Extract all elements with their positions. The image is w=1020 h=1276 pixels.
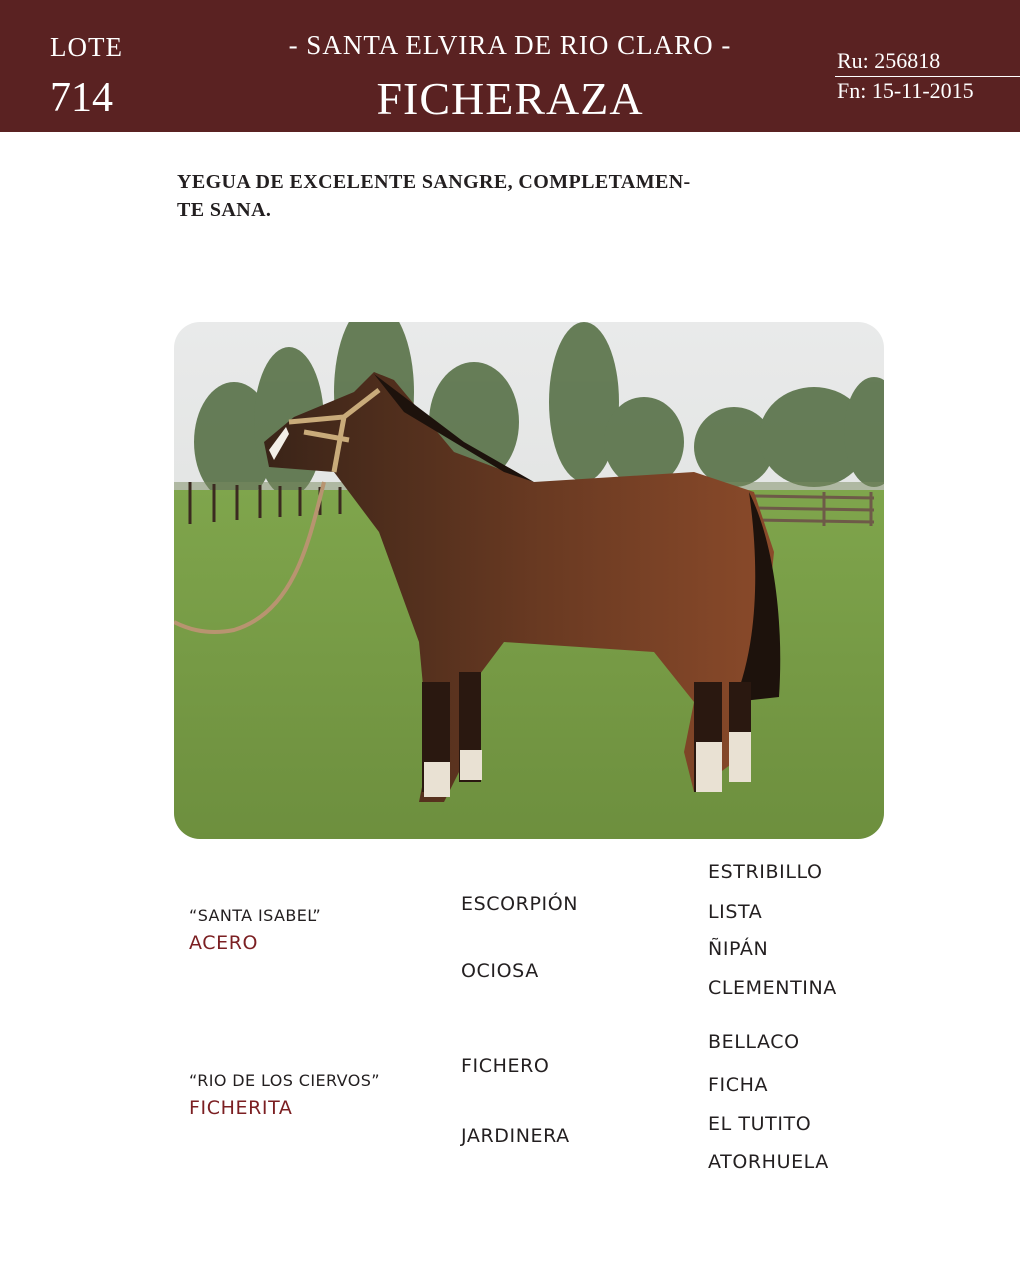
dam-name: FICHERITA — [189, 1097, 293, 1119]
registration-number: Ru: 256818 — [837, 48, 941, 73]
dam-sire-sire: BELLACO — [708, 1031, 800, 1053]
dam-dam: JARDINERA — [461, 1125, 570, 1147]
sire-breeder: “SANTA ISABEL” — [189, 906, 322, 925]
breeder-name: - SANTA ELVIRA DE RIO CLARO - — [288, 30, 732, 60]
description — [177, 168, 737, 224]
horse-name: FICHERAZA — [376, 73, 644, 124]
sire-sire-dam: LISTA — [708, 901, 763, 923]
header-band — [0, 0, 1020, 132]
sire-dam-dam: CLEMENTINA — [708, 977, 837, 999]
horse-photo-illustration — [174, 322, 884, 839]
sire-dam: OCIOSA — [461, 960, 539, 982]
dam-dam-sire: EL TUTITO — [708, 1113, 812, 1135]
divider — [835, 76, 1020, 77]
birth-date: Fn: 15-11-2015 — [837, 78, 974, 103]
dam-dam-dam: ATORHUELA — [708, 1151, 829, 1173]
horse-photo — [174, 322, 884, 839]
dam-sire: FICHERO — [461, 1055, 550, 1077]
description-line: TE SANA. — [177, 199, 272, 221]
dam-sire-dam: FICHA — [708, 1074, 769, 1096]
description-line: YEGUA DE EXCELENTE SANGRE, COMPLETAMEN- — [177, 171, 691, 193]
lote-label: LOTE — [50, 32, 123, 62]
sire-dam-sire: ÑIPÁN — [708, 938, 769, 960]
sire-sire: ESCORPIÓN — [461, 893, 579, 915]
lote-number: 714 — [50, 75, 113, 121]
sire-sire-sire: ESTRIBILLO — [708, 861, 823, 883]
dam-breeder: “RIO DE LOS CIERVOS” — [189, 1071, 380, 1090]
sire-name: ACERO — [189, 932, 259, 954]
